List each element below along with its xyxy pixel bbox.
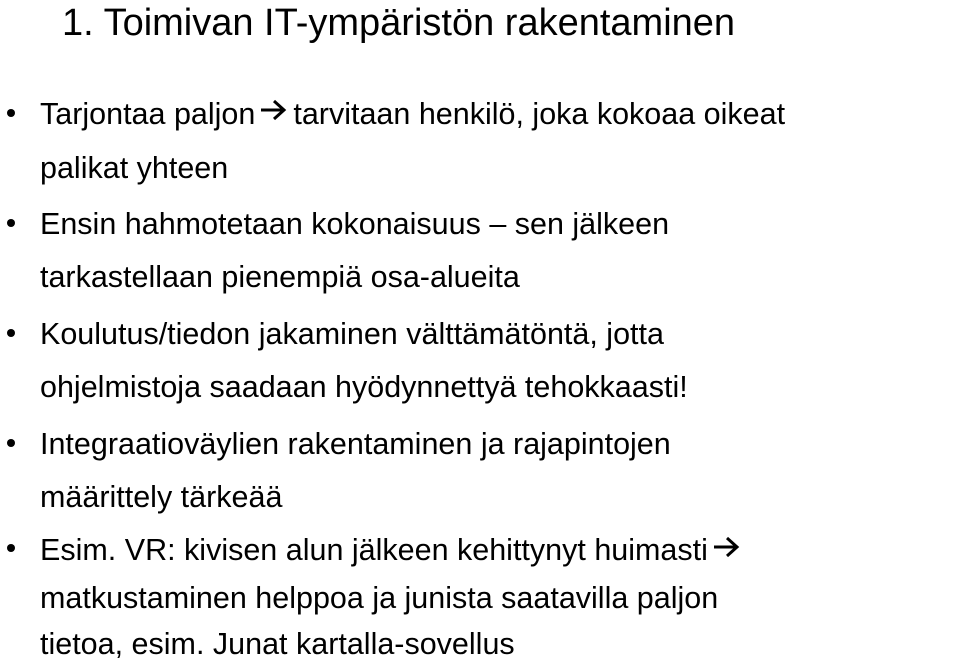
bullet-text: Tarjontaa paljon bbox=[40, 97, 256, 131]
bullet-line bbox=[40, 527, 930, 575]
bullet-line bbox=[40, 88, 930, 142]
bullet-line: Integraatioväylien rakentaminen ja rajapintojen bbox=[40, 427, 671, 461]
bullet-line: tarkastellaan pienempiä osa-alueita bbox=[40, 260, 520, 294]
bullet-item bbox=[0, 198, 930, 304]
bullet-item bbox=[0, 88, 930, 194]
bullet-line: Ensin hahmotetaan kokonaisuus – sen jälkeen bbox=[40, 207, 670, 241]
bullet-line: ohjelmistoja saadaan hyödynnettyä tehokkaasti! bbox=[40, 370, 688, 404]
bullet-line: tietoa, esim. Junat kartalla-sovellus bbox=[40, 626, 515, 661]
slide-title: 1. Toimivan IT-ympäristön rakentaminen bbox=[62, 2, 736, 44]
bullet-marker bbox=[4, 418, 18, 471]
bullet-list bbox=[0, 88, 960, 659]
bullet-line: palikat yhteen bbox=[40, 151, 229, 186]
bullet-text: tarvitaan henkilö, joka kokoaa oikeat bbox=[293, 97, 786, 131]
bullet-marker bbox=[4, 527, 18, 573]
right-arrow-icon bbox=[259, 86, 289, 139]
bullet-line: matkustaminen helppoa ja junista saatavilla paljon bbox=[40, 580, 719, 615]
right-arrow-icon bbox=[712, 526, 742, 572]
bullet-marker bbox=[4, 308, 18, 361]
bullet-text: Esim. VR: kivisen alun jälkeen kehittynyt huimasti bbox=[40, 533, 708, 567]
bullet-item bbox=[0, 308, 930, 414]
bullet-item bbox=[0, 418, 930, 524]
bullet-item bbox=[0, 527, 930, 659]
bullet-marker bbox=[4, 88, 18, 141]
bullet-line: Koulutus/tiedon jakaminen välttämätöntä, jotta bbox=[40, 317, 664, 351]
bullet-line: määrittely tärkeää bbox=[40, 480, 283, 514]
bullet-marker bbox=[4, 198, 18, 251]
